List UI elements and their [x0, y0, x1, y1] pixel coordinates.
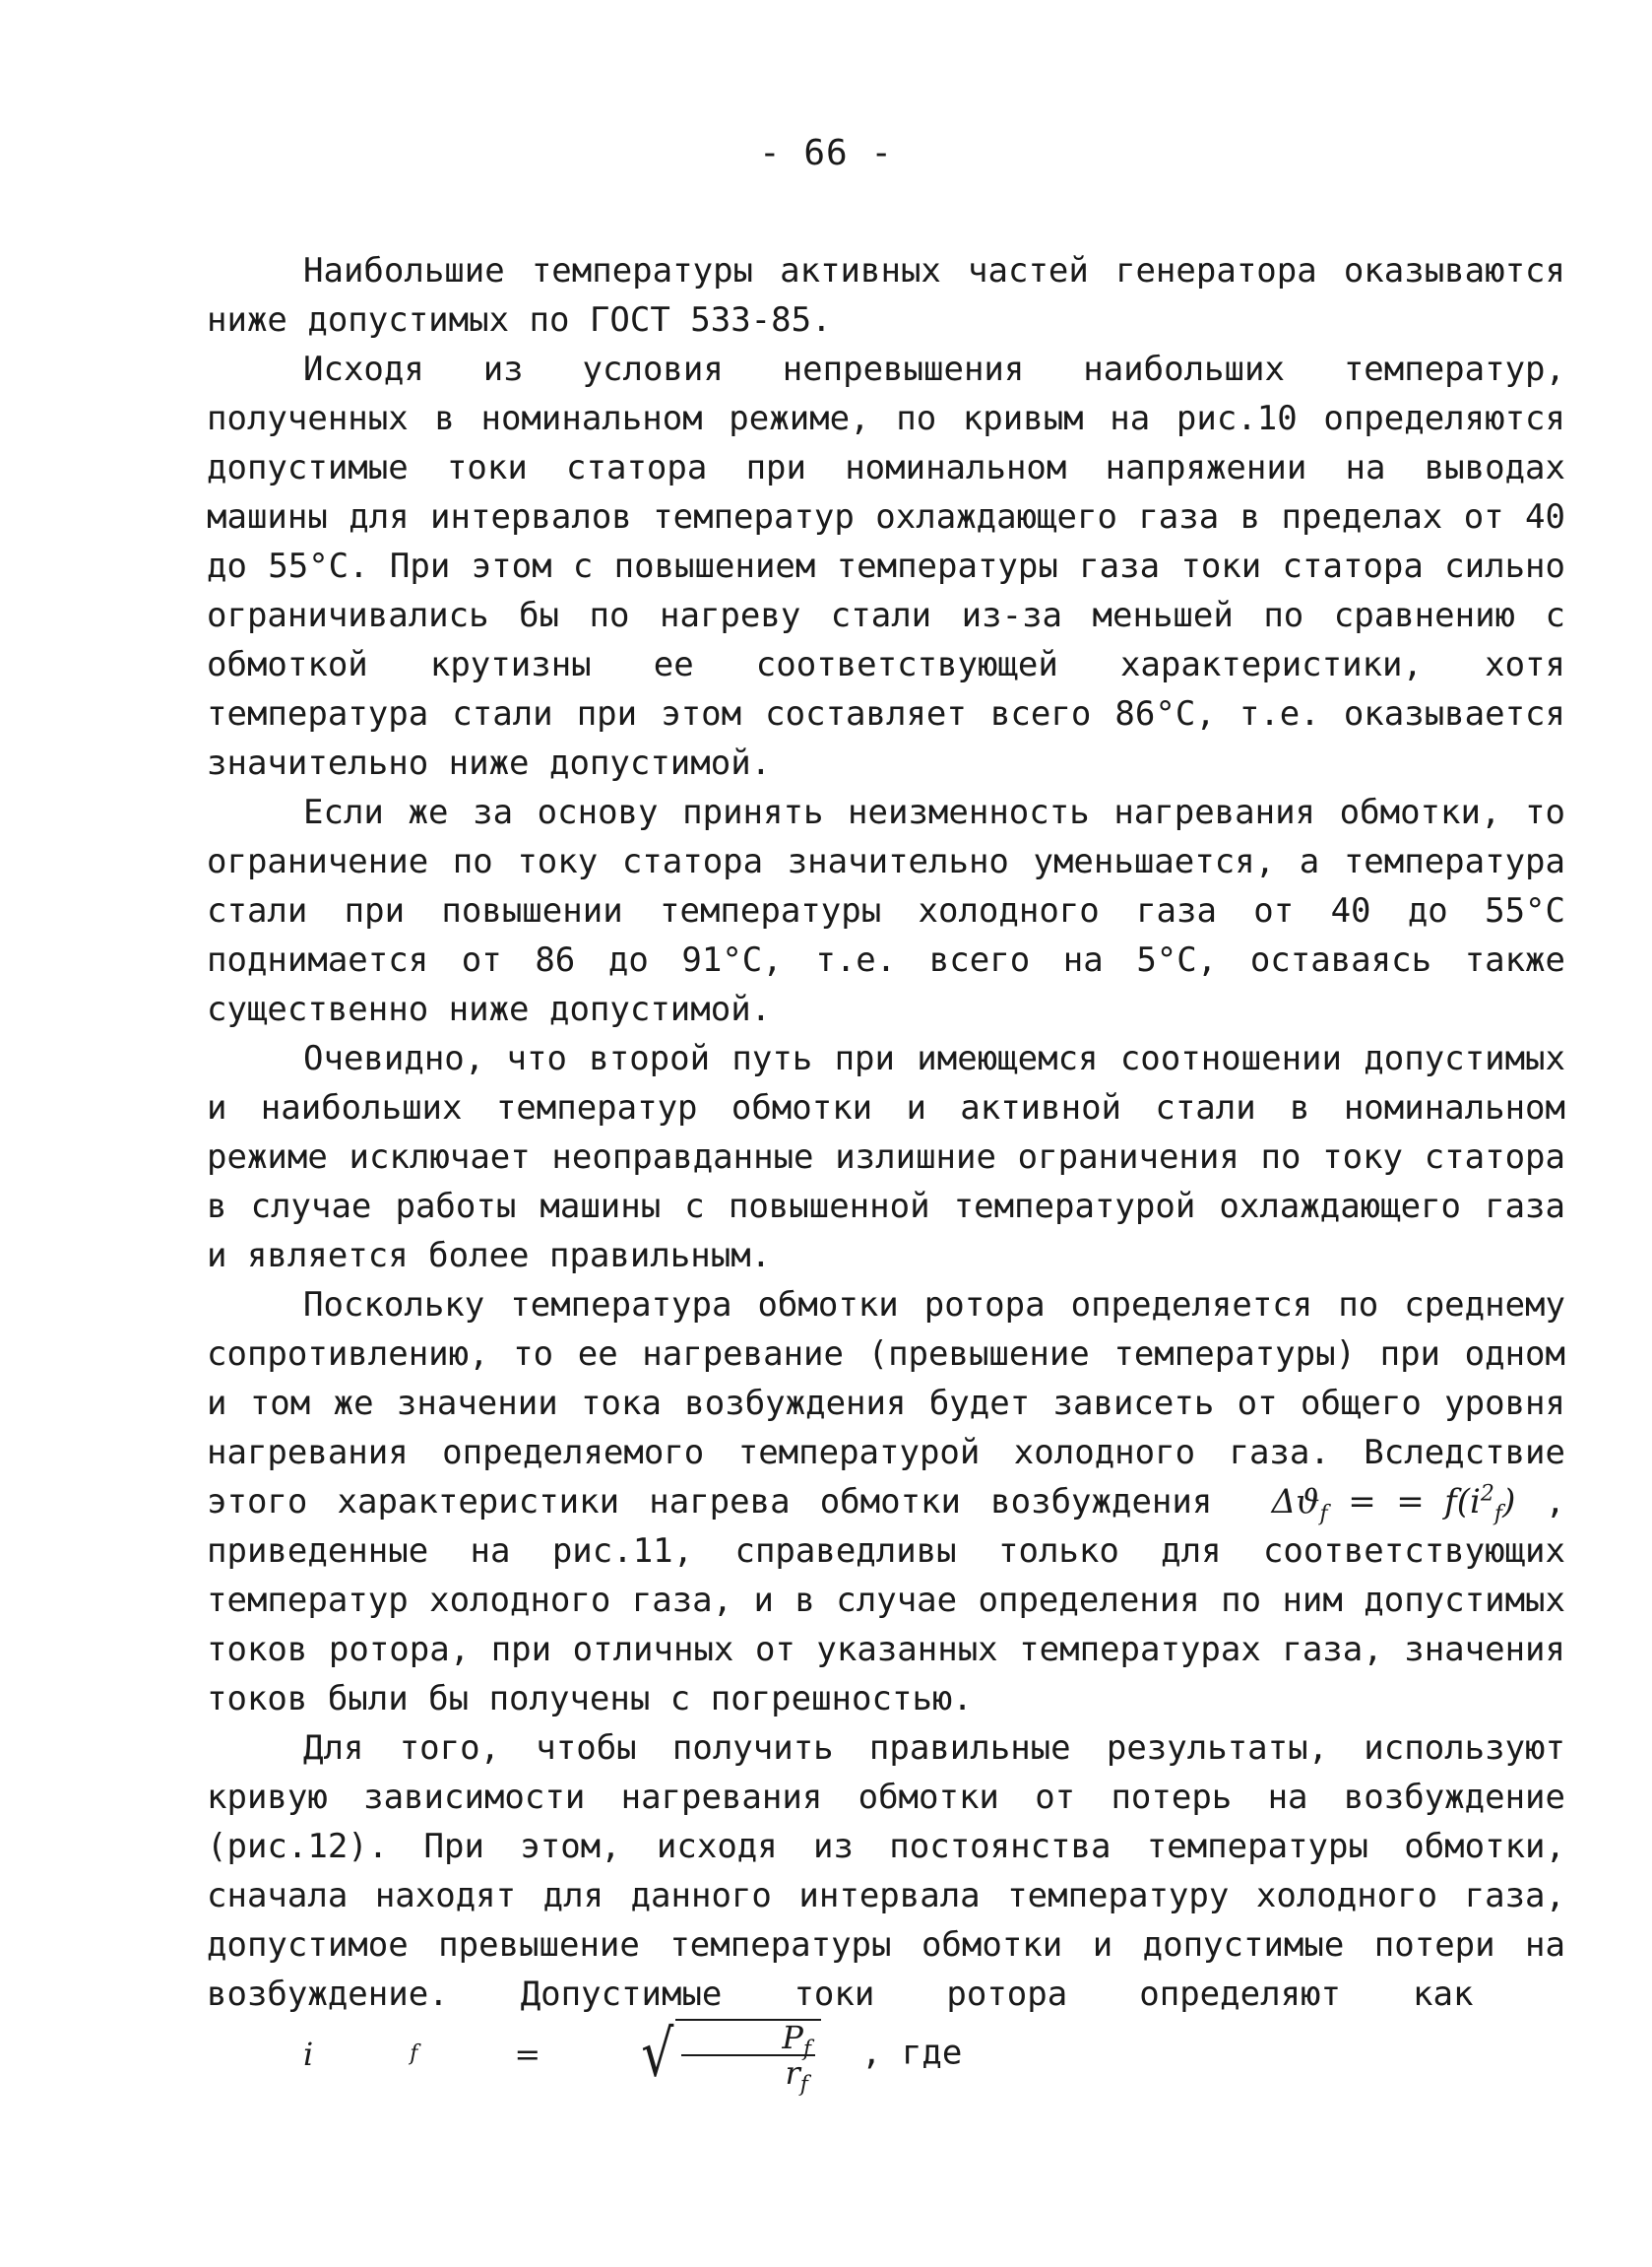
document-body — [207, 246, 1565, 2098]
rotor-current-lhs: i — [303, 2036, 314, 2073]
rotor-current-formula: i f = √ $\frac{P_f}{r_f}$ — [207, 2019, 821, 2090]
current-function-formula — [1396, 1481, 1516, 1526]
loss-resistance-fraction — [675, 2019, 821, 2098]
heating-formula — [1271, 1482, 1397, 1526]
paragraph-3: Если же за основу принять неизменность нагревания обмотки, то ограничение по току статора значительно уменьшается, а температура стали при повышении температуры холодного газа от 40 до 55°С поднимается от 86 до 91°С, т.е. всего на 5°С, оставаясь также существенно ниже допустимой. — [207, 793, 1565, 1029]
fraction-numerator-symbol: P — [782, 2019, 803, 2056]
current-function-sub: f — [1493, 1501, 1503, 1526]
paragraph-6-text-before: Для того, чтобы получить правильные результаты, используют кривую зависимости нагревания обмотки от потерь на возбуждение (рис.12). При этом, исходя из постоянства температуры обмотки, сначала находят для данного интервала температуру холодного газа, допустимое превышение температуры обмотки и допустимые потери на возбуждение. Допустимые токи ротора определяют как — [207, 1728, 1565, 2014]
fraction-denominator — [688, 2054, 808, 2098]
heating-formula-eq: = — [1327, 1482, 1397, 1522]
heating-formula-sub: f — [1319, 1501, 1328, 1526]
page-number: - 66 - — [758, 133, 894, 173]
paragraph-6 — [207, 1723, 1565, 2098]
paragraph-2: Исходя из условия непревышения наибольших температур, полученных в номинальном режиме, по кривым на рис.10 определяются допустимые токи статора при номинальном напряжении на выводах машины для интервалов температур охлаждающего газа в пределах от 40 до 55°С. При этом с повышением температуры газа токи статора сильно ограничивались бы по нагреву стали из-за меньшей по сравнению с обмоткой крутизны ее соответствующей характеристики, хотя температура стали при этом составляет всего 86°С, т.е. оказывается значительно ниже допустимой. — [207, 350, 1565, 783]
square-root-icon: √ — [641, 2017, 674, 2092]
fraction-denominator-symbol: r — [785, 2054, 800, 2092]
paragraph-6-text-after: , где — [860, 2033, 963, 2073]
paragraph-5 — [207, 1280, 1565, 1723]
paragraph-5-text-before: Поскольку температура обмотки ротора определяется по среднему сопротивлению, то ее нагревание (превышение температуры) при одном и том же значении тока возбуждения будет зависеть от общего уровня нагревания определяемого температурой холодного газа. Вследствие этого характеристики нагрева обмотки возбуждения — [207, 1285, 1565, 1522]
fraction-numerator-sub: f — [802, 2037, 812, 2062]
paragraph-4: Очевидно, что второй путь при имеющемся соотношении допустимых и наибольших температур обмотки и активной стали в номинальном режиме исключает неоправданные излишние ограничения по току статора в случае работы машины с повышенной температурой охлаждающего газа и является более правильным. — [207, 1039, 1565, 1275]
current-function-start: = f(i — [1396, 1482, 1481, 1522]
heating-formula-symbol: Δϑ — [1271, 1482, 1320, 1522]
paragraph-5-text-after: , приведенные на рис.11, справедливы только для соответствующих температур холодного газа, и в случае определения по ним допустимых токов ротора, при отличных от указанных температурах газа, значения токов были бы получены с погрешностью. — [207, 1482, 1565, 1718]
fraction-numerator — [681, 2019, 815, 2062]
rotor-current-eq: = — [514, 2036, 541, 2073]
paragraph-1: Наибольшие температуры активных частей генератора оказываются ниже допустимых по ГОСТ 533-85. — [207, 251, 1565, 340]
current-function-sup: 2 — [1480, 1481, 1494, 1507]
current-function-end: ) — [1502, 1482, 1516, 1522]
fraction-denominator-sub: f — [799, 2072, 808, 2098]
